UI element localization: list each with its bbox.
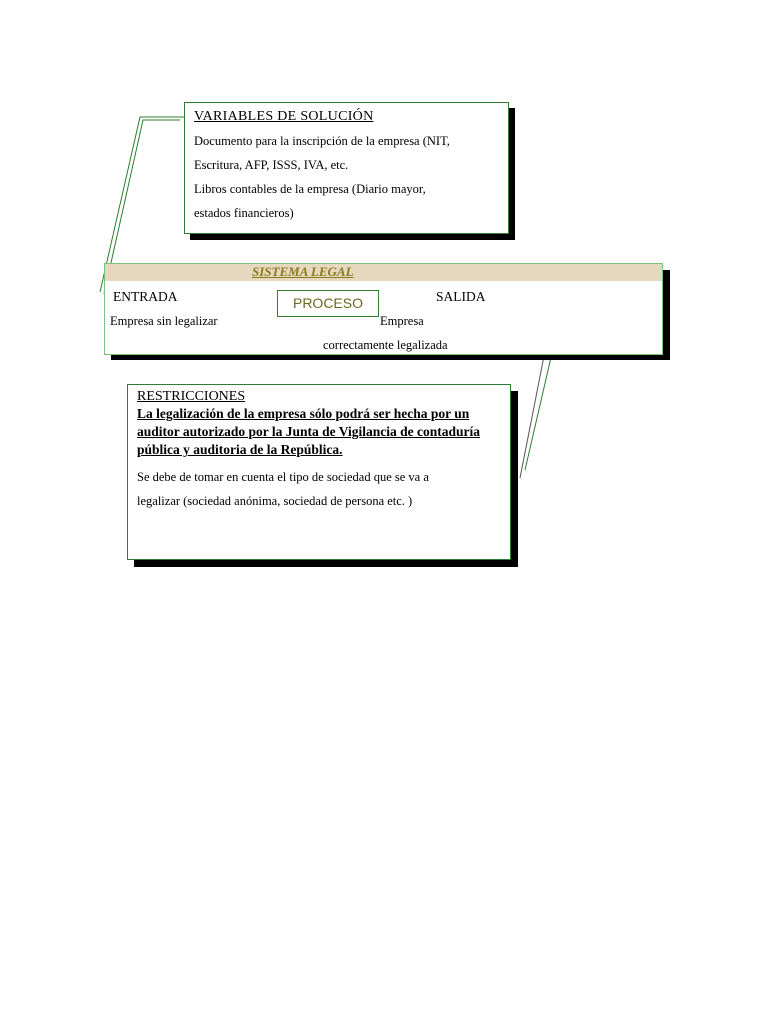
entrada-description: Empresa sin legalizar	[110, 314, 218, 328]
variables-line-2: Escritura, AFP, ISSS, IVA, etc.	[194, 158, 349, 172]
restrictions-box	[127, 384, 511, 560]
restrictions-line-1: Se debe de tomar en cuenta el tipo de sociedad que se va a	[137, 470, 429, 484]
restrictions-bold-text: La legalización de la empresa sólo podrá ser hecha por un auditor autorizado por la Junta de Vigilancia de contaduría pública y auditoria de la República.	[137, 406, 481, 457]
variables-line-4: estados financieros)	[194, 206, 294, 220]
salida-label: SALIDA	[436, 289, 486, 304]
proceso-box: PROCESO	[277, 290, 379, 317]
variables-line-1: Documento para la inscripción de la empresa (NIT,	[194, 134, 450, 148]
system-title: SISTEMA LEGAL	[252, 264, 354, 279]
entrada-label: ENTRADA	[113, 289, 178, 304]
system-header-band	[105, 264, 662, 281]
salida-description-line-2: correctamente legalizada	[323, 338, 448, 352]
variables-box	[184, 102, 509, 234]
right-connector-inner	[517, 348, 552, 470]
variables-line-3: Libros contables de la empresa (Diario mayor,	[194, 182, 426, 196]
salida-description-line-1: Empresa	[380, 314, 424, 328]
restrictions-line-2: legalizar (sociedad anónima, sociedad de persona etc. )	[137, 494, 413, 508]
variables-title: VARIABLES DE SOLUCIÓN	[194, 109, 374, 124]
restrictions-title: RESTRICCIONES	[137, 389, 246, 404]
